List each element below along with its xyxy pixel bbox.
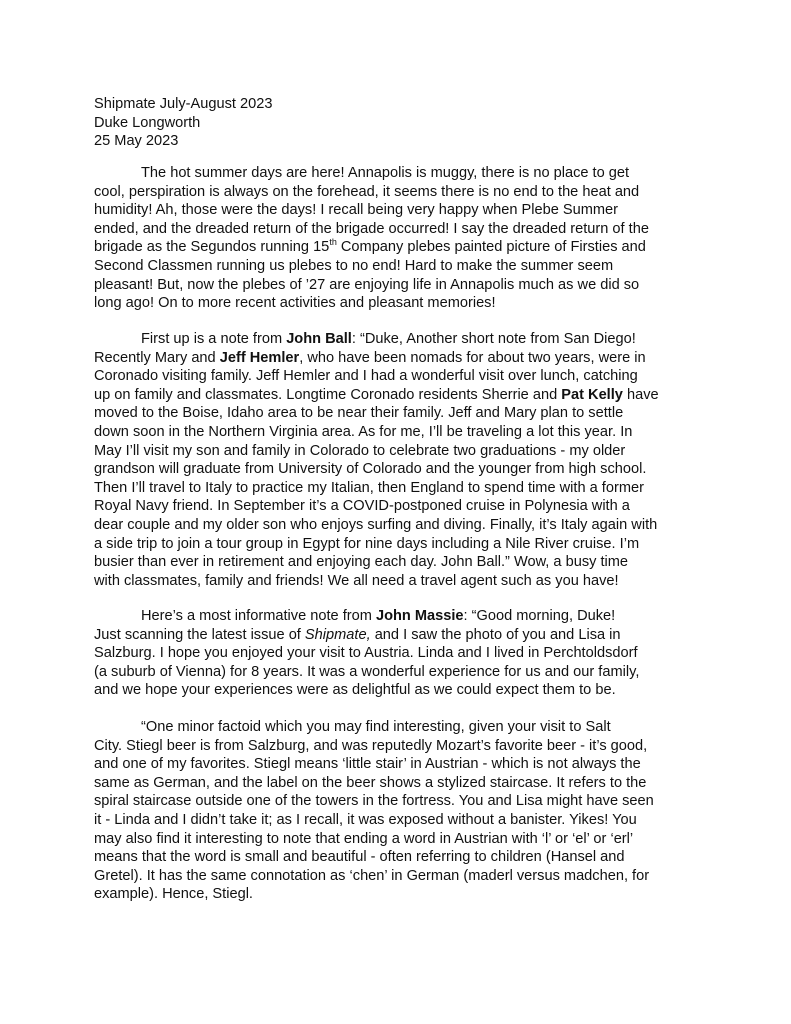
text-line: City. Stiegl beer is from Salzburg, and was reputedly Mozart’s favorite beer - it’s good, [94, 737, 648, 754]
author-name: Duke Longworth [94, 114, 201, 131]
classmate-name: Jeff Hemler [219, 349, 300, 366]
text-line: Gretel). It has the same connotation as ‘chen’ in German (maderl versus madchen, for [94, 867, 650, 884]
text-line: ended, and the dreaded return of the brigade occurred! I say the dreaded return of the [94, 220, 649, 237]
publication-name: Shipmate, [304, 626, 371, 643]
text-line: Salzburg. I hope you enjoyed your visit to Austria. Linda and I lived in Perchtoldsdorf [94, 645, 638, 662]
text-line: Royal Navy friend. In September it’s a COVID-postponed cruise in Polynesia with a [94, 498, 630, 515]
text-segment: First up is a note from [141, 331, 287, 347]
text-line: may also find it interesting to note that ending a word in Austrian with ‘l’ or ‘el’ or ‘erl’ [94, 830, 634, 847]
text-segment: Company plebes painted picture of Firsties and [336, 239, 646, 256]
text-line: it - Linda and I didn’t take it; as I recall, it was exposed without a banister. Yikes! You [94, 811, 637, 828]
text-line: means that the word is small and beautiful - often referring to children (Hansel and [94, 849, 625, 866]
paragraph-4 [94, 718, 719, 904]
text-line: (a suburb of Vienna) for 8 years. It was a wonderful experience for us and our family, [94, 663, 640, 680]
text-line: busier than ever in retirement and enjoying each day. John Ball.” Wow, a busy time [94, 554, 629, 571]
text-line: long ago! On to more recent activities and pleasant memories! [94, 295, 496, 312]
text-line [94, 349, 719, 368]
text-line: example). Hence, Stiegl. [94, 886, 253, 903]
text-line [94, 238, 719, 257]
text-segment: up on family and classmates. Longtime Coronado residents Sherrie and [94, 386, 562, 403]
text-segment: have [622, 386, 659, 403]
paragraph-2 [94, 330, 719, 590]
classmate-name: John Ball [286, 331, 352, 347]
text-segment: brigade as the Segundos running 15 [94, 239, 330, 256]
text-line: same as German, and the label on the beer shows a stylized staircase. It refers to the [94, 774, 647, 791]
paragraph-3 [94, 607, 719, 700]
text-line [94, 607, 719, 626]
text-line [94, 386, 719, 405]
text-line: Coronado visiting family. Jeff Hemler and I had a wonderful visit over lunch, catching [94, 368, 638, 385]
text-segment: and I saw the photo of you and Lisa in [370, 626, 621, 643]
text-line: and one of my favorites. Stiegl means ‘little stair’ in Austrian - which is not always the [94, 756, 641, 773]
text-segment: : “Duke, Another short note from San Diego! [351, 331, 636, 347]
document-date: 25 May 2023 [94, 133, 179, 150]
text-line: The hot summer days are here! Annapolis is muggy, there is no place to get [141, 165, 630, 181]
superscript-ordinal: th [329, 236, 337, 247]
text-line: humidity! Ah, those were the days! I recall being very happy when Plebe Summer [94, 202, 619, 219]
text-line: May I’ll visit my son and family in Colorado to celebrate two graduations - my older [94, 442, 626, 459]
publication-title: Shipmate July-August 2023 [94, 96, 273, 112]
text-line: moved to the Boise, Idaho area to be near their family. Jeff and Mary plan to settle [94, 405, 624, 422]
text-line: down soon in the Northern Virginia area. As for me, I’ll be traveling a lot this year. In [94, 423, 633, 440]
classmate-name: John Massie [375, 608, 464, 624]
text-segment: : “Good morning, Duke! [463, 608, 616, 624]
text-line: a side trip to join a tour group in Egypt for nine days including a Nile River cruise. I’m [94, 535, 640, 552]
paragraph-1 [94, 164, 719, 313]
text-line: “One minor factoid which you may find interesting, given your visit to Salt [141, 719, 611, 735]
text-line: grandson will graduate from University of Colorado and the younger from high school. [94, 461, 647, 478]
text-line: Second Classmen running us plebes to no end! Hard to make the summer seem [94, 257, 614, 274]
text-line: pleasant! But, now the plebes of ’27 are enjoying life in Annapolis much as we did so [94, 276, 640, 293]
text-line: and we hope your experiences were as delightful as we could expect them to be. [94, 682, 616, 699]
text-line: Then I’ll travel to Italy to practice my Italian, then England to spend time with a former [94, 479, 644, 496]
text-line [94, 626, 719, 645]
text-segment: Here’s a most informative note from [141, 608, 376, 624]
text-segment: , who have been nomads for about two years, were in [299, 349, 646, 366]
text-line [94, 330, 719, 349]
text-line: with classmates, family and friends! We all need a travel agent such as you have! [94, 572, 619, 589]
text-line: spiral staircase outside one of the towers in the fortress. You and Lisa might have seen [94, 793, 654, 810]
text-segment: Just scanning the latest issue of [94, 626, 305, 643]
text-line: cool, perspiration is always on the forehead, it seems there is no end to the heat and [94, 183, 640, 200]
document-header [94, 95, 272, 151]
classmate-name: Pat Kelly [561, 386, 623, 403]
text-segment: Recently Mary and [94, 349, 220, 366]
text-line: dear couple and my older son who enjoys surfing and diving. Finally, it’s Italy again with [94, 516, 658, 533]
